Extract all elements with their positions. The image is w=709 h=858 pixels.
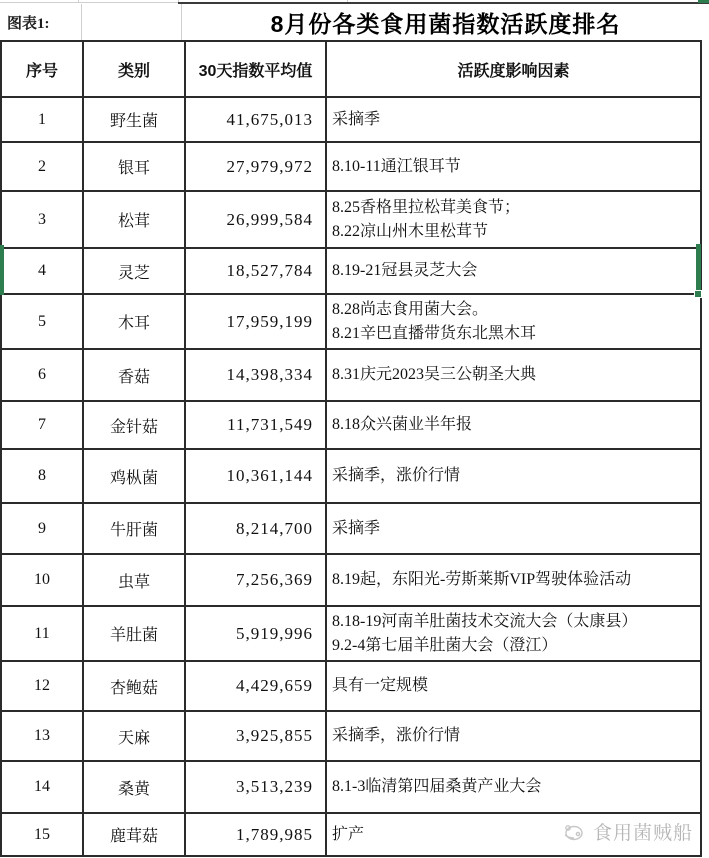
factor-line: 8.25香格里拉松茸美食节； xyxy=(332,199,521,217)
cell-factors[interactable] xyxy=(326,813,701,856)
cell-factors[interactable] xyxy=(326,142,701,191)
cell-rank[interactable]: 10 xyxy=(1,554,83,606)
cell-category[interactable]: 野生菌 xyxy=(83,97,185,142)
factor-line: 具有一定规模 xyxy=(332,677,429,695)
factor-line: 8.18-19河南羊肚菌技术交流大会（太康县） xyxy=(332,613,638,631)
cell-category[interactable]: 桑黄 xyxy=(83,761,185,813)
cell-category[interactable]: 鸡枞菌 xyxy=(83,449,185,503)
cell-value[interactable]: 7,256,369 xyxy=(185,554,326,606)
cell-rank[interactable]: 12 xyxy=(1,661,83,711)
header-category[interactable]: 类别 xyxy=(83,41,185,97)
cell-value[interactable]: 27,979,972 xyxy=(185,142,326,191)
cell-category[interactable]: 牛肝菌 xyxy=(83,503,185,554)
factor-line: 扩产 xyxy=(332,825,365,843)
cell-rank[interactable]: 4 xyxy=(1,248,83,294)
empty-cell[interactable] xyxy=(82,4,182,40)
header-value[interactable]: 30天指数平均值 xyxy=(185,41,326,97)
cell-rank[interactable]: 8 xyxy=(1,449,83,503)
cell-rank[interactable]: 1 xyxy=(1,97,83,142)
cell-rank[interactable]: 13 xyxy=(1,711,83,761)
selection-border-right xyxy=(696,244,701,290)
factor-line: 8.31庆元2023吴三公朝圣大典 xyxy=(332,366,537,384)
header-factors[interactable]: 活跃度影响因素 xyxy=(326,41,701,97)
cell-factors[interactable] xyxy=(326,554,701,606)
selection-border-left xyxy=(0,245,4,295)
chart-label: 图表1: xyxy=(7,15,50,32)
cell-factors[interactable] xyxy=(326,503,701,554)
table-row xyxy=(1,294,701,349)
cell-value[interactable]: 26,999,584 xyxy=(185,191,326,248)
table-row-selected xyxy=(1,248,701,294)
cell-factors[interactable] xyxy=(326,711,701,761)
cell-category[interactable]: 香菇 xyxy=(83,349,185,401)
factor-line: 8.19起，东阳光-劳斯莱斯VIP驾驶体验活动 xyxy=(332,571,632,589)
cell-value[interactable]: 41,675,013 xyxy=(185,97,326,142)
cell-factors[interactable] xyxy=(326,97,701,142)
cell-factors[interactable] xyxy=(326,349,701,401)
selection-fill-handle[interactable] xyxy=(694,290,702,298)
cell-value[interactable]: 3,925,855 xyxy=(185,711,326,761)
cell-rank[interactable]: 2 xyxy=(1,142,83,191)
factor-line: 8.22凉山州木里松茸节 xyxy=(332,222,489,240)
factor-line: 8.1-3临清第四届桑黄产业大会 xyxy=(332,778,542,796)
table-row xyxy=(1,761,701,813)
cell-category[interactable]: 银耳 xyxy=(83,142,185,191)
table-row xyxy=(1,449,701,503)
cell-value[interactable]: 3,513,239 xyxy=(185,761,326,813)
cell-value[interactable]: 4,429,659 xyxy=(185,661,326,711)
table-title-cell[interactable] xyxy=(182,4,709,40)
cell-rank[interactable]: 9 xyxy=(1,503,83,554)
cell-category[interactable]: 松茸 xyxy=(83,191,185,248)
cell-value[interactable]: 8,214,700 xyxy=(185,503,326,554)
cell-factors[interactable] xyxy=(326,606,701,661)
header-rank[interactable]: 序号 xyxy=(1,41,83,97)
cell-value[interactable]: 11,731,549 xyxy=(185,401,326,449)
cell-category[interactable]: 杏鲍菇 xyxy=(83,661,185,711)
cell-value[interactable]: 14,398,334 xyxy=(185,349,326,401)
cell-value[interactable]: 5,919,996 xyxy=(185,606,326,661)
cell-category[interactable]: 鹿茸菇 xyxy=(83,813,185,856)
factor-line: 采摘季，涨价行情 xyxy=(332,727,461,745)
factor-line: 采摘季，涨价行情 xyxy=(332,467,461,485)
cell-value[interactable]: 17,959,199 xyxy=(185,294,326,349)
table-row xyxy=(1,661,701,711)
factor-line: 采摘季 xyxy=(332,519,381,537)
cell-category[interactable]: 木耳 xyxy=(83,294,185,349)
cell-factors[interactable] xyxy=(326,761,701,813)
table-row xyxy=(1,142,701,191)
cell-factors[interactable] xyxy=(326,294,701,349)
cell-factors[interactable] xyxy=(326,661,701,711)
factor-line: 8.19-21冠县灵芝大会 xyxy=(332,262,478,280)
table-row xyxy=(1,711,701,761)
cell-rank[interactable]: 11 xyxy=(1,606,83,661)
table-title: 8月份各类食用菌指数活跃度排名 xyxy=(270,10,621,37)
table-row xyxy=(1,97,701,142)
table-row xyxy=(1,191,701,248)
cell-factors[interactable] xyxy=(326,449,701,503)
cell-category[interactable]: 羊肚菌 xyxy=(83,606,185,661)
factor-line: 8.21辛巴直播带货东北黑木耳 xyxy=(332,324,537,342)
table-row xyxy=(1,349,701,401)
cell-rank[interactable]: 6 xyxy=(1,349,83,401)
cell-category[interactable]: 天麻 xyxy=(83,711,185,761)
title-row xyxy=(0,4,709,40)
table-row xyxy=(1,401,701,449)
cell-value[interactable]: 18,527,784 xyxy=(185,248,326,294)
top-right-green-strip xyxy=(698,0,709,3)
cell-rank[interactable]: 3 xyxy=(1,191,83,248)
gridline xyxy=(78,0,79,3)
cell-category[interactable]: 金针菇 xyxy=(83,401,185,449)
cell-category[interactable]: 灵芝 xyxy=(83,248,185,294)
cell-factors[interactable] xyxy=(326,401,701,449)
chart-label-cell[interactable] xyxy=(0,4,82,40)
factor-line: 8.10-11通江银耳节 xyxy=(332,157,461,175)
cell-factors[interactable] xyxy=(326,248,701,294)
factor-line: 8.18众兴菌业半年报 xyxy=(332,416,473,434)
cell-rank[interactable]: 14 xyxy=(1,761,83,813)
cell-rank[interactable]: 5 xyxy=(1,294,83,349)
factor-line: 8.28尚志食用菌大会。 xyxy=(332,301,489,319)
header-row xyxy=(1,41,701,97)
table-row xyxy=(1,813,701,856)
factor-line: 9.2-4第七届羊肚菌大会（澄江） xyxy=(332,636,558,654)
factor-line: 采摘季 xyxy=(332,110,381,128)
table-row xyxy=(1,554,701,606)
watermark-text: 食用菌贼船 xyxy=(592,823,693,844)
table-row xyxy=(1,503,701,554)
cell-rank[interactable]: 7 xyxy=(1,401,83,449)
table-row xyxy=(1,606,701,661)
cell-rank[interactable]: 15 xyxy=(1,813,83,856)
fungi-index-table xyxy=(0,40,702,857)
cell-value[interactable]: 1,789,985 xyxy=(185,813,326,856)
cell-category[interactable]: 虫草 xyxy=(83,554,185,606)
cell-value[interactable]: 10,361,144 xyxy=(185,449,326,503)
cell-factors[interactable] xyxy=(326,191,701,248)
